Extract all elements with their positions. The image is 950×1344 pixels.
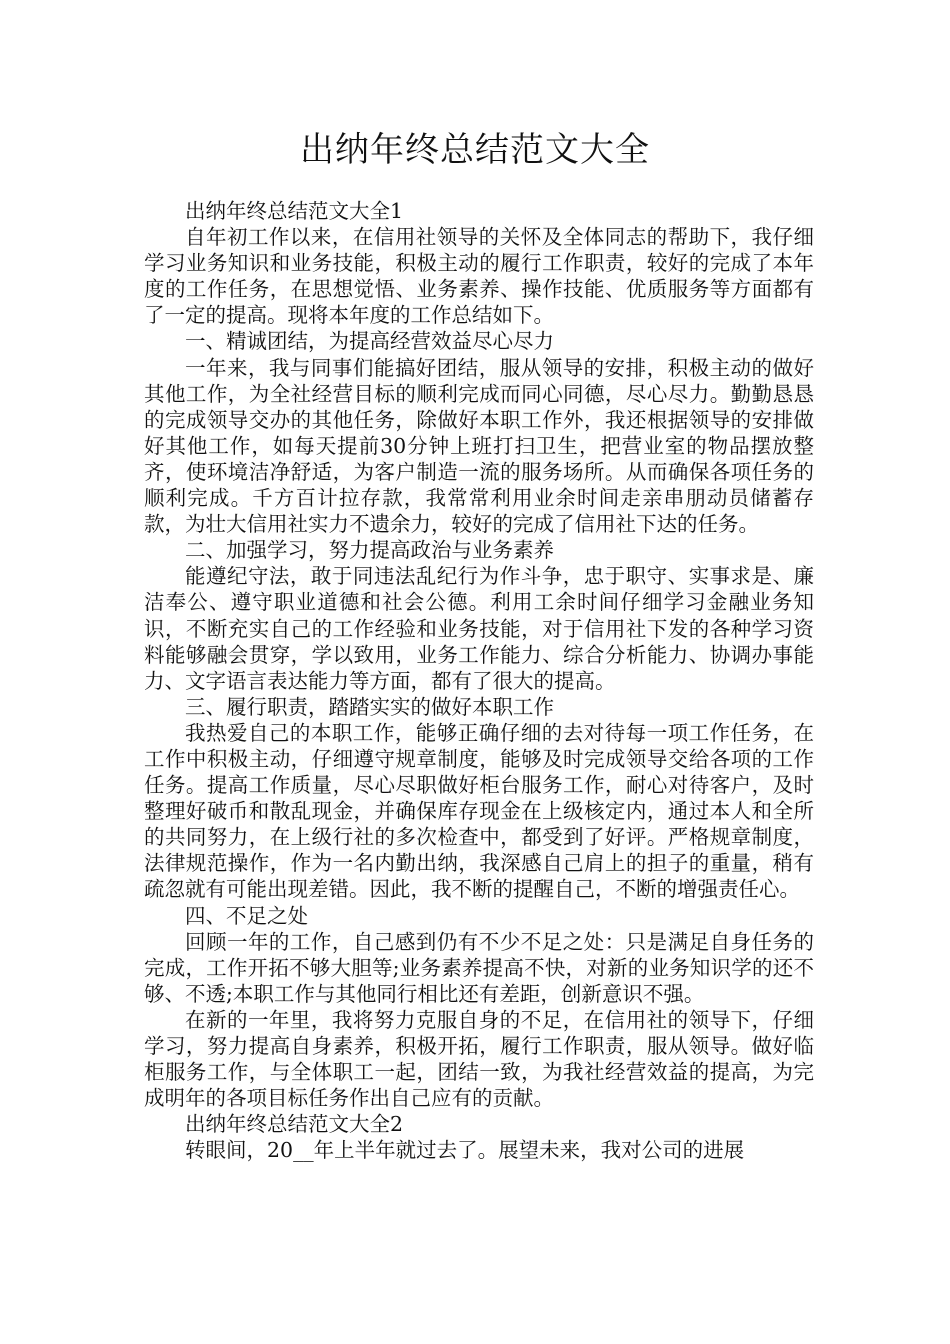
body-paragraph: 回顾一年的工作，自己感到仍有不少不足之处：只是满足自身任务的完成，工作开拓不够大胆等;业务素养提高不快，对新的业务知识学的还不够、不透;本职工作与其他同行相比还有差距，创新意识不强。 — [144, 929, 814, 1006]
body-paragraph: 转眼间，20__年上半年就过去了。展望未来，我对公司的进展 — [185, 1138, 745, 1163]
section-heading: 三、履行职责，踏踏实实的做好本职工作 — [185, 694, 554, 719]
section-heading: 四、不足之处 — [185, 903, 308, 928]
body-paragraph: 能遵纪守法，敢于同违法乱纪行为作斗争，忠于职守、实事求是、廉洁奉公、遵守职业道德和社会公德。利用工余时间仔细学习金融业务知识，不断充实自己的工作经验和业务技能，对于信用社下发的各种学习资料能够融会贯穿，学以致用，业务工作能力、综合分析能力、协调办事能力、文字语言表达能力等方面，都有了很大的提高。 — [144, 564, 814, 693]
body-paragraph: 在新的一年里，我将努力克服自身的不足，在信用社的领导下，仔细学习，努力提高自身素养，积极开拓，履行工作职责，服从领导。做好临柜服务工作，与全体职工一起，团结一致，为我社经营效益的提高，为完成明年的各项目标任务作出自己应有的贡献。 — [144, 1007, 814, 1111]
section-heading: 一、精诚团结，为提高经营效益尽心尽力 — [185, 329, 554, 354]
section-heading: 出纳年终总结范文大全1 — [185, 199, 404, 223]
section-heading: 二、加强学习，努力提高政治与业务素养 — [185, 538, 554, 563]
section-heading: 出纳年终总结范文大全2 — [185, 1112, 404, 1137]
document-body — [144, 198, 814, 1163]
body-paragraph: 一年来，我与同事们能搞好团结，服从领导的安排，积极主动的做好其他工作，为全社经营目标的顺利完成而同心同德，尽心尽力。勤勤恳恳的完成领导交办的其他任务，除做好本职工作外，我还根据领导的安排做好其他工作，如每天提前30分钟上班打扫卫生，把营业室的物品摆放整齐，使环境洁净舒适，为客户制造一流的服务场所。从而确保各项任务的顺利完成。千方百计拉存款，我常常利用业余时间走亲串朋动员储蓄存款，为壮大信用社实力不遗余力，较好的完成了信用社下达的任务。 — [144, 355, 814, 537]
body-paragraph: 自年初工作以来，在信用社领导的关怀及全体同志的帮助下，我仔细学习业务知识和业务技能，积极主动的履行工作职责，较好的完成了本年度的工作任务，在思想觉悟、业务素养、操作技能、优质服务等方面都有了一定的提高。现将本年度的工作总结如下。 — [144, 225, 814, 328]
body-paragraph: 我热爱自己的本职工作，能够正确仔细的去对待每一项工作任务，在工作中积极主动，仔细遵守规章制度，能够及时完成领导交给各项的工作任务。提高工作质量，尽心尽职做好柜台服务工作，耐心对待客户，及时整理好破币和散乱现金，并确保库存现金在上级核定内，通过本人和全所的共同努力，在上级行社的多次检查中，都受到了好评。严格规章制度，法律规范操作，作为一名内勤出纳，我深感自己肩上的担子的重量，稍有疏忽就有可能出现差错。因此，我不断的提醒自己，不断的增强责任心。 — [144, 720, 814, 902]
document-title: 出纳年终总结范文大全 — [300, 130, 650, 170]
